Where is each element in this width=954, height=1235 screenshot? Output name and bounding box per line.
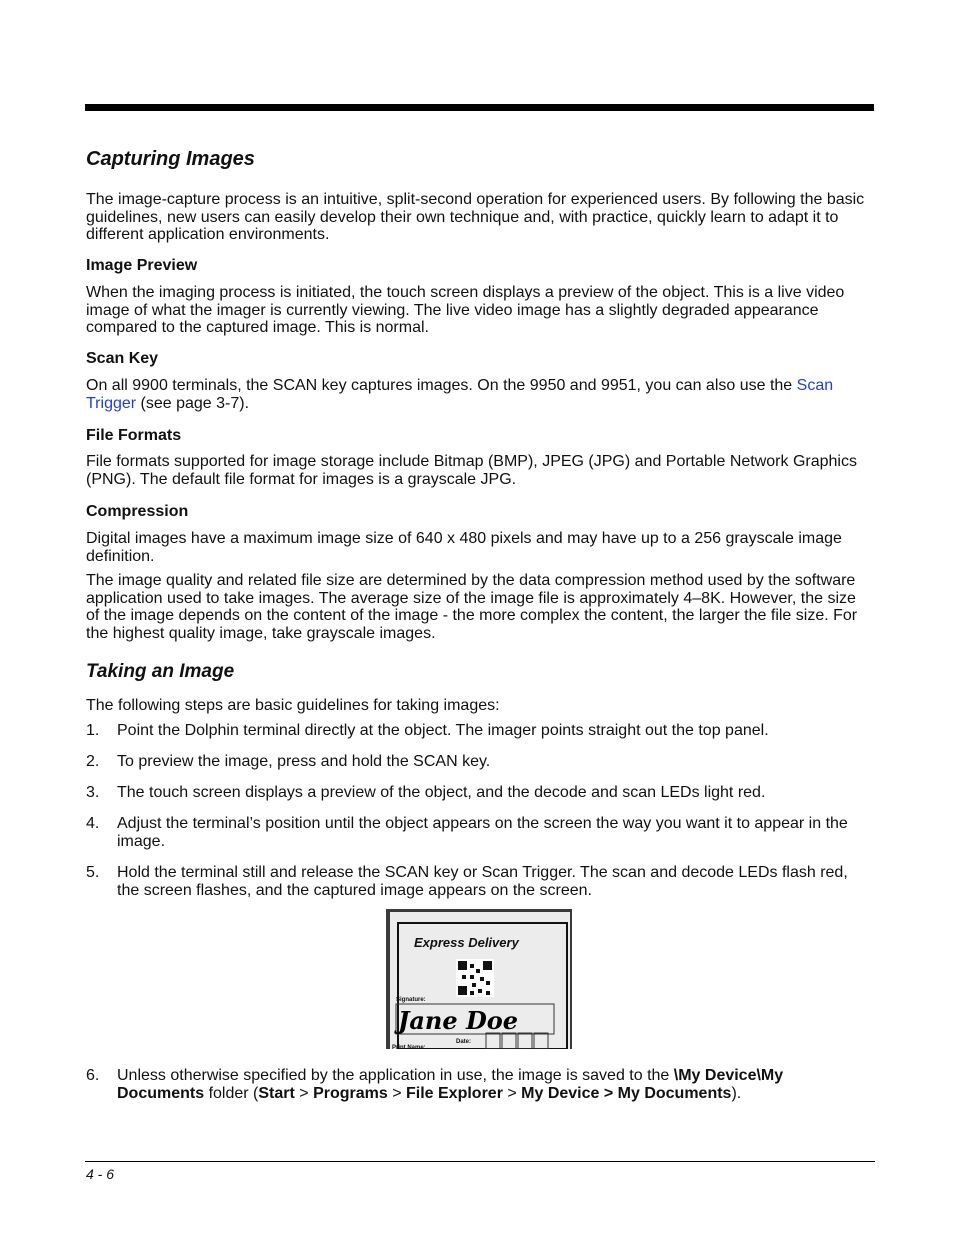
taking-image-heading: Taking an Image xyxy=(86,661,235,682)
step-number: 4. xyxy=(86,815,100,832)
step-number: 5. xyxy=(86,864,100,881)
scan-key-paragraph xyxy=(86,377,871,412)
menu-my-device-documents: My Device > My Documents xyxy=(521,1084,732,1102)
step-text: Hold the terminal still and release the SCAN key or Scan Trigger. The scan and decode LEDs flash red, the screen flashes, and the captured image appears on the screen. xyxy=(117,864,848,899)
taking-image-intro: The following steps are basic guidelines for taking images: xyxy=(86,697,500,714)
compression-heading: Compression xyxy=(86,503,189,520)
image-preview-heading: Image Preview xyxy=(86,257,198,274)
step-6 xyxy=(86,1067,871,1102)
footer-rule xyxy=(85,1161,875,1162)
step-number: 6. xyxy=(86,1067,100,1084)
file-formats-paragraph: File formats supported for image storage include Bitmap (BMP), JPEG (JPG) and Portable Network Graphics (PNG). The default file format for images is a grayscale JPG. xyxy=(86,453,857,488)
step-text: To preview the image, press and hold the SCAN key. xyxy=(117,753,491,770)
step6-text-1: Unless otherwise specified by the application in use, the image is saved to the xyxy=(117,1067,674,1084)
scan-key-text-after: (see page 3-7). xyxy=(136,394,250,412)
menu-programs: Programs xyxy=(313,1084,388,1102)
step-1 xyxy=(86,722,871,740)
step-text: Adjust the terminal’s position until the object appears on the screen the way you want it to appear in the image. xyxy=(117,815,848,850)
menu-start: Start xyxy=(258,1084,295,1102)
handwritten-signature: Jane Doe xyxy=(398,1006,519,1035)
step6-sep-2: > xyxy=(387,1084,406,1102)
scan-trigger-link[interactable]: Scan Trigger xyxy=(86,377,834,412)
scan-key-heading: Scan Key xyxy=(86,350,159,367)
section-title: Capturing Images xyxy=(86,148,255,170)
step6-sep-1: > xyxy=(294,1084,314,1102)
header-rule xyxy=(85,104,874,111)
step6-sep-3: > xyxy=(502,1084,522,1102)
step-3 xyxy=(86,784,871,802)
date-label: Date: xyxy=(456,1039,472,1045)
print-name-label: Print Name: xyxy=(392,1045,426,1049)
file-formats-heading: File Formats xyxy=(86,427,182,444)
step6-text-end: ). xyxy=(731,1084,742,1102)
qr-code-icon xyxy=(456,959,494,997)
step-4 xyxy=(86,815,871,850)
image-preview-paragraph: When the imaging process is initiated, the touch screen displays a preview of the object. This is a live video image of what the imager is currently viewing. The live video image has a slightly degraded appearance compared to the captured image. This is normal. xyxy=(86,284,845,336)
express-delivery-title: Express Delivery xyxy=(414,935,519,950)
scan-key-text-before: On all 9900 terminals, the SCAN key captures images. On the 9950 and 9951, you can also use the xyxy=(86,377,797,394)
captured-image-figure xyxy=(386,909,572,1049)
compression-paragraph-2: The image quality and related file size are determined by the data compression method used by the software application used to take images. The average size of the image file is approximately 4–8K. However, the size of the image depends on the content of the image - the more complex the content, the larger the file size. For the highest quality image, take grayscale images. xyxy=(86,572,858,642)
path-my-documents: \My Device\My Documents xyxy=(117,1067,784,1102)
signature-label: Signature: xyxy=(396,997,426,1003)
captured-image-svg xyxy=(386,909,572,1049)
step-number: 3. xyxy=(86,784,100,801)
menu-file-explorer: File Explorer xyxy=(406,1084,503,1102)
step-text: The touch screen displays a preview of the object, and the decode and scan LEDs light red. xyxy=(117,784,766,801)
step6-text-2: folder ( xyxy=(204,1084,259,1102)
step-text: Point the Dolphin terminal directly at the object. The imager points straight out the top panel. xyxy=(117,722,769,739)
compression-paragraph-1: Digital images have a maximum image size of 640 x 480 pixels and may have up to a 256 grayscale image definition. xyxy=(86,530,842,565)
step-number: 1. xyxy=(86,722,100,739)
step-text xyxy=(117,1067,871,1102)
step-number: 2. xyxy=(86,753,100,770)
intro-paragraph: The image-capture process is an intuitive, split-second operation for experienced users. By following the basic guidelines, new users can easily develop their own technique and, with practice, quickly learn to adapt it to different application environments. xyxy=(86,191,865,243)
page-number: 4 - 6 xyxy=(86,1166,115,1182)
step-5 xyxy=(86,864,871,899)
step-2 xyxy=(86,753,871,771)
